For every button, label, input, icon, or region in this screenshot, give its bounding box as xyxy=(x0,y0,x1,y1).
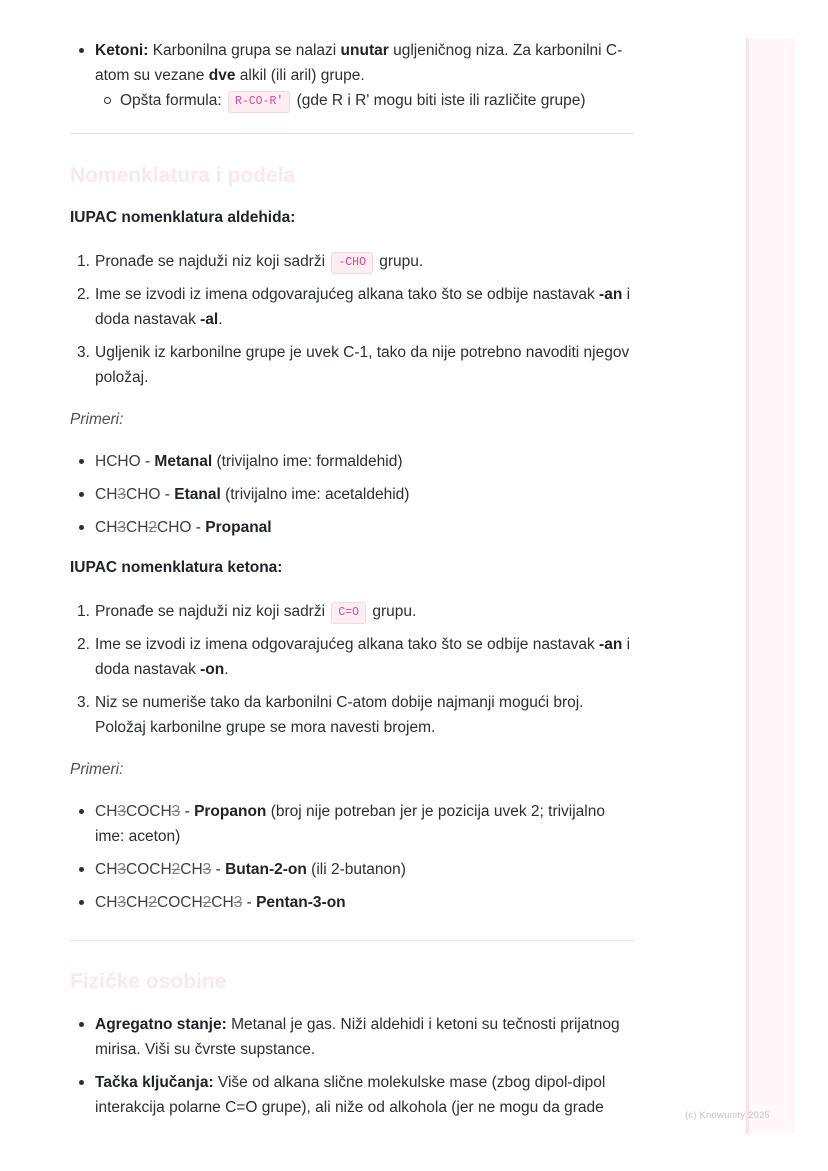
separator: - xyxy=(191,519,206,536)
example-item xyxy=(95,857,634,882)
suffix-an: -an xyxy=(599,286,623,303)
formula-part: CH xyxy=(95,803,118,820)
formula-subscript: 2 xyxy=(202,894,212,911)
step-text: i doda nastavak xyxy=(95,286,631,328)
list-item-formula xyxy=(120,88,634,113)
document-page xyxy=(70,38,634,1128)
side-margin-panel xyxy=(746,38,795,1134)
step-text: . xyxy=(218,311,223,328)
ketoni-bold-unutar: unutar xyxy=(340,42,389,59)
formula-subscript: 3 xyxy=(117,519,127,536)
formula-part: CH xyxy=(95,861,118,878)
formula-part: CH xyxy=(95,894,118,911)
suffix-on: -on xyxy=(200,661,225,678)
ketoni-examples xyxy=(70,799,634,915)
compound-note: (trivijalno ime: acetaldehid) xyxy=(220,486,410,503)
copyright-watermark: (c) Knowunity 2025 xyxy=(685,1110,770,1121)
chemical-formula xyxy=(95,894,242,911)
code-cho: -CHO xyxy=(331,252,373,274)
subheading-aldehidi: IUPAC nomenklatura aldehida: xyxy=(70,209,296,226)
compound-name: Pentan-3-on xyxy=(256,894,346,911)
ketoni-sublist xyxy=(95,88,634,113)
step-number: 2. xyxy=(77,286,90,303)
formula-subscript: 2 xyxy=(148,519,158,536)
step-item xyxy=(77,249,634,274)
step-item xyxy=(77,690,634,740)
property-text: Metanal je gas. Niži aldehidi i ketoni su tečnosti prijatnog mirisa. Viši su čvrste supstance. xyxy=(95,1016,620,1058)
example-item xyxy=(95,449,634,474)
separator: - xyxy=(180,803,195,820)
code-co: C=O xyxy=(331,602,366,624)
compound-name: Etanal xyxy=(174,486,221,503)
step-item xyxy=(77,282,634,332)
property-text: Više od alkana slične molekulske mase (zbog dipol-dipol interakcija polarne C=O grupe), ali niže od alkohola (jer ne mogu da grade xyxy=(95,1074,606,1116)
step-text: Niz se numeriše tako da karbonilni C-atom dobije najmanji mogući broj. Položaj karbonilne grupe se mora navesti brojem. xyxy=(95,694,584,736)
compound-note: (trivijalno ime: formaldehid) xyxy=(212,453,403,470)
formula-subscript: 3 xyxy=(117,861,127,878)
formula-subscript: 3 xyxy=(117,803,127,820)
separator: - xyxy=(140,453,155,470)
examples-label: Primeri: xyxy=(70,761,124,778)
property-item xyxy=(95,1012,634,1062)
formula-part: COCH xyxy=(126,861,172,878)
formula-part: HCHO xyxy=(95,453,141,470)
formula-part: CH xyxy=(126,894,149,911)
step-text: Ime se izvodi iz imena odgovarajućeg alkana tako što se odbije nastavak xyxy=(95,636,600,653)
step-text: . xyxy=(224,661,229,678)
ketoni-text: Karbonilna grupa se nalazi xyxy=(148,42,341,59)
step-item xyxy=(77,340,634,390)
formula-part: CHO xyxy=(157,519,192,536)
formula-subscript: 2 xyxy=(171,861,181,878)
compound-note: (broj nije potreban jer je pozicija uvek 2; trivijalno ime: aceton) xyxy=(95,803,605,845)
step-number: 2. xyxy=(77,636,90,653)
separator: - xyxy=(242,894,257,911)
step-text: Pronađe se najduži niz koji sadrži xyxy=(95,603,330,620)
section-title-fizicke: Fizičke osobine xyxy=(70,970,227,993)
ketoni-label: Ketoni: xyxy=(95,42,149,59)
step-item xyxy=(77,599,634,624)
formula-part: CH xyxy=(180,861,203,878)
formula-subscript: 3 xyxy=(117,894,127,911)
ketoni-steps xyxy=(70,599,634,740)
examples-label: Primeri: xyxy=(70,411,124,428)
chemical-formula xyxy=(95,453,141,470)
fizicke-list xyxy=(70,1012,634,1120)
step-text: Pronađe se najduži niz koji sadrži xyxy=(95,253,330,270)
property-label: Agregatno stanje: xyxy=(95,1016,227,1033)
subheading-ketoni: IUPAC nomenklatura ketona: xyxy=(70,559,283,576)
step-text: Ugljenik iz karbonilne grupe je uvek C-1, tako da nije potrebno navoditi njegov položaj. xyxy=(95,344,630,386)
step-number: 3. xyxy=(77,694,90,711)
example-item xyxy=(95,890,634,915)
separator: - xyxy=(211,861,226,878)
formula-part: CHO xyxy=(126,486,161,503)
suffix-al: -al xyxy=(200,311,219,328)
formula-subscript: 3 xyxy=(117,486,127,503)
property-item xyxy=(95,1070,634,1120)
ketoni-list xyxy=(70,38,634,113)
formula-subscript: 3 xyxy=(233,894,243,911)
compound-note: (ili 2-butanon) xyxy=(306,861,406,878)
step-item xyxy=(77,632,634,682)
formula-subscript: 2 xyxy=(148,894,158,911)
formula-part: CH xyxy=(211,894,234,911)
compound-name: Butan-2-on xyxy=(225,861,307,878)
formula-part: CH xyxy=(95,519,118,536)
step-text: grupu. xyxy=(374,253,424,270)
suffix-an: -an xyxy=(599,636,623,653)
formula-label: Opšta formula: xyxy=(120,92,226,109)
step-text: Ime se izvodi iz imena odgovarajućeg alkana tako što se odbije nastavak xyxy=(95,286,600,303)
example-item xyxy=(95,799,634,849)
list-item-ketoni xyxy=(95,38,634,113)
formula-part: CH xyxy=(95,486,118,503)
compound-name: Metanal xyxy=(154,453,213,470)
ketoni-bold-dve: dve xyxy=(208,67,236,84)
ketoni-text: alkil (ili aril) grupe. xyxy=(235,67,365,84)
step-number: 1. xyxy=(77,253,90,270)
formula-part: COCH xyxy=(126,803,172,820)
chemical-formula xyxy=(95,803,180,820)
formula-part: COCH xyxy=(157,894,203,911)
step-text: grupu. xyxy=(368,603,417,620)
example-item xyxy=(95,515,634,540)
chemical-formula xyxy=(95,519,191,536)
formula-subscript: 3 xyxy=(171,803,181,820)
example-item xyxy=(95,482,634,507)
separator: - xyxy=(160,486,175,503)
formula-subscript: 3 xyxy=(202,861,212,878)
formula-note: (gde R i R' mogu biti iste ili različite grupe) xyxy=(292,92,586,109)
formula-part: CH xyxy=(126,519,149,536)
section-title-nomenklatura: Nomenklatura i podela xyxy=(70,164,296,187)
property-label: Tačka ključanja: xyxy=(95,1074,214,1091)
compound-name: Propanal xyxy=(205,519,272,536)
ketoni-text: ugljeničnog niza. Za karbonilni C-atom su vezane xyxy=(95,42,623,84)
compound-name: Propanon xyxy=(194,803,267,820)
step-number: 1. xyxy=(77,603,90,620)
aldehidi-steps xyxy=(70,249,634,390)
step-number: 3. xyxy=(77,344,90,361)
step-text: i doda nastavak xyxy=(95,636,631,678)
formula-code: R-CO-R' xyxy=(228,91,290,113)
aldehidi-examples xyxy=(70,449,634,540)
chemical-formula xyxy=(95,861,211,878)
chemical-formula xyxy=(95,486,160,503)
